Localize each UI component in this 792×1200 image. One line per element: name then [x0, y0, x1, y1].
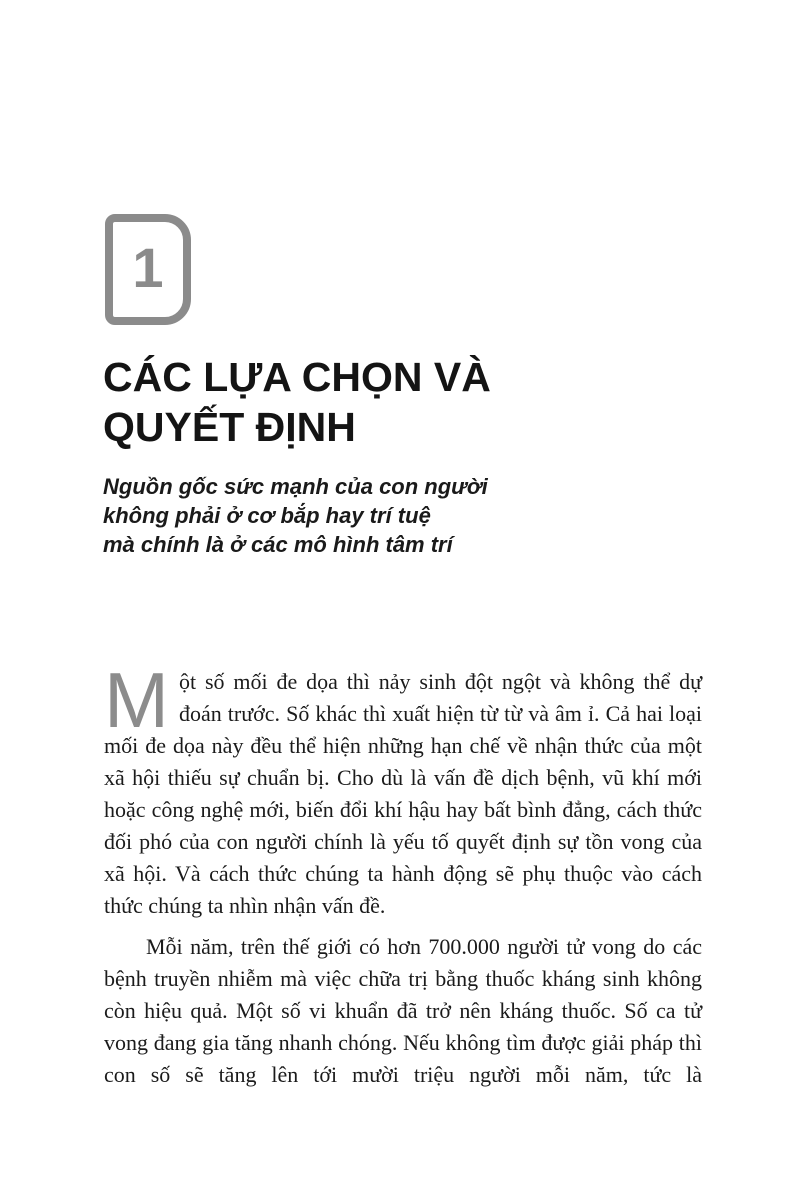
chapter-number-box	[105, 214, 191, 325]
chapter-title-line-1: CÁC LỰA CHỌN VÀ	[103, 354, 491, 400]
body-text	[104, 656, 702, 1091]
drop-cap: M	[104, 656, 169, 744]
epigraph-line-2: không phải ở cơ bắp hay trí tuệ	[103, 503, 431, 528]
chapter-title	[103, 352, 491, 452]
epigraph-line-1: Nguồn gốc sức mạnh của con người	[103, 474, 488, 499]
paragraph-2: Mỗi năm, trên thế giới có hơn 700.000 người tử vong do các bệnh truyền nhiễm mà việc chữa trị bằng thuốc kháng sinh không còn hiệu quả. Một số vi khuẩn đã trở nên kháng thuốc. Số ca tử vong đang gia tăng nhanh chóng. Nếu không tìm được giải pháp thì con số sẽ tăng lên tới mười triệu người mỗi năm, tức là	[104, 934, 702, 1087]
paragraph-1-text: ột số mối đe dọa thì nảy sinh đột ngột và không thể dự đoán trước. Số khác thì xuất hiện từ từ và âm ỉ. Cả hai loại mối đe dọa này đều thể hiện những hạn chế về nhận thức của một xã hội thiếu sự chuẩn bị. Cho dù là vấn đề dịch bệnh, vũ khí mới hoặc công nghệ mới, biến đổi khí hậu hay bất bình đẳng, cách thức đối phó của con người chính là yếu tố quyết định sự tồn vong của xã hội. Và cách thức chúng ta hành động sẽ phụ thuộc vào cách thức chúng ta nhìn nhận vấn đề.	[104, 669, 702, 918]
chapter-title-line-2: QUYẾT ĐỊNH	[103, 404, 356, 450]
paragraph-1	[104, 656, 702, 922]
epigraph-line-3: mà chính là ở các mô hình tâm trí	[103, 532, 453, 557]
chapter-number: 1	[132, 235, 164, 299]
chapter-epigraph	[103, 472, 488, 559]
